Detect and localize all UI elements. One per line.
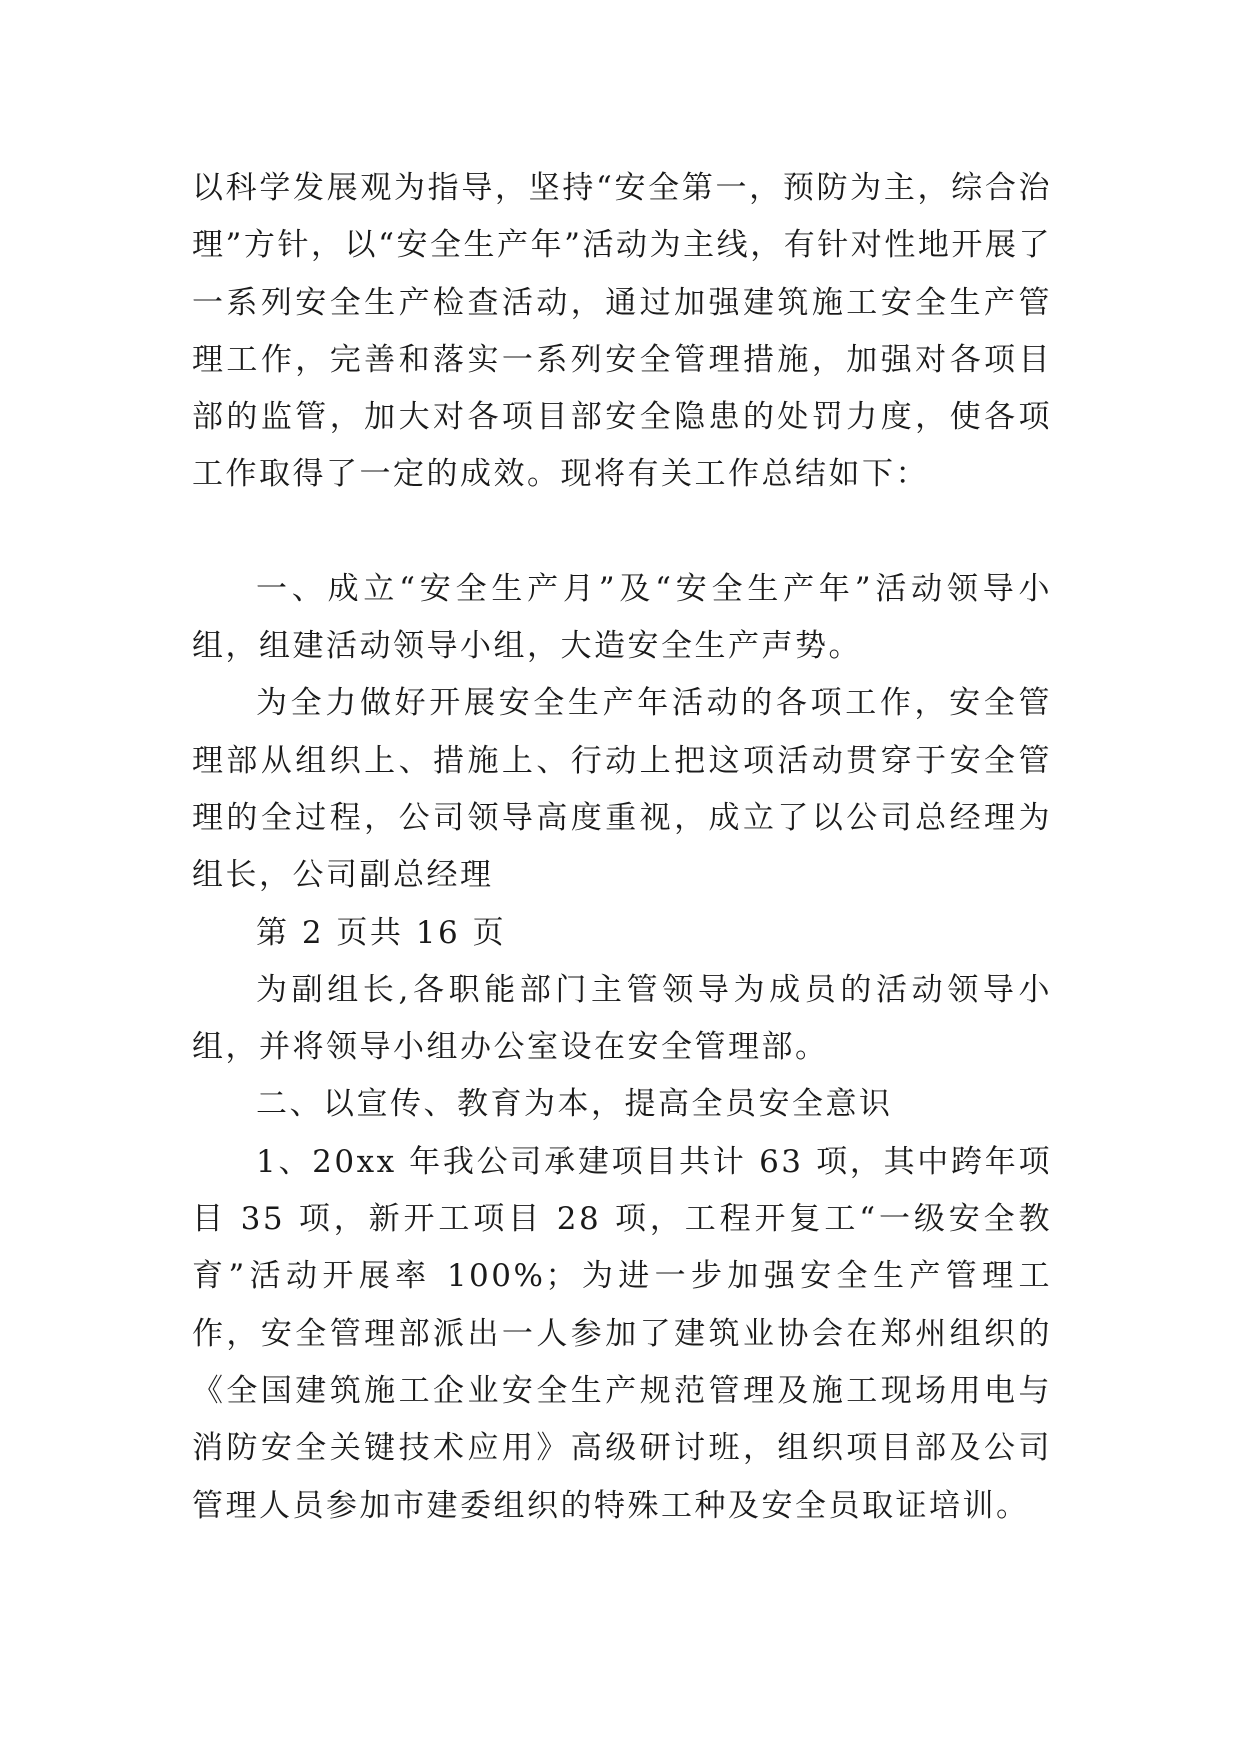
page-number-footer: 第 2 页共 16 页 xyxy=(256,914,507,951)
document-body xyxy=(192,160,1052,1535)
intro-paragraph: 以科学发展观为指导，坚持“安全第一，预防为主，综合治理”方针，以“安全生产年”活动为主线，有针对性地开展了一系列安全生产检查活动，通过加强建筑施工安全生产管理工作，完善和落实一系列安全管理措施，加强对各项目部的监管，加大对各项目部安全隐患的处罚力度，使各项工作取得了一定的成效。现将有关工作总结如下： xyxy=(192,170,1052,493)
section-two-item-1: 1、20xx 年我公司承建项目共计 63 项，其中跨年项目 35 项，新开工项目 28 项，工程开复工“一级安全教育”活动开展率 100%；为进一步加强安全生产管理工作，安全管理部派出一人参加了建筑业协会在郑州组织的《全国建筑施工企业安全生产规范管理及施工现场用电与消防安全关键技术应用》高级研讨班，组织项目部及公司管理人员参加市建委组织的特殊工种及安全员取证培训。 xyxy=(192,1143,1052,1524)
section-one-heading: 一、成立“安全生产月”及“安全生产年”活动领导小组，组建活动领导小组，大造安全生产声势。 xyxy=(192,570,1052,665)
section-one-body: 为全力做好开展安全生产年活动的各项工作，安全管理部从组织上、措施上、行动上把这项活动贯穿于安全管理的全过程，公司领导高度重视，成立了以公司总经理为组长，公司副总经理 xyxy=(192,685,1052,894)
section-one-continued: 为副组长,各职能部门主管领导为成员的活动领导小组，并将领导小组办公室设在安全管理部。 xyxy=(192,971,1052,1066)
section-two-heading: 二、以宣传、教育为本，提高全员安全意识 xyxy=(256,1086,893,1123)
